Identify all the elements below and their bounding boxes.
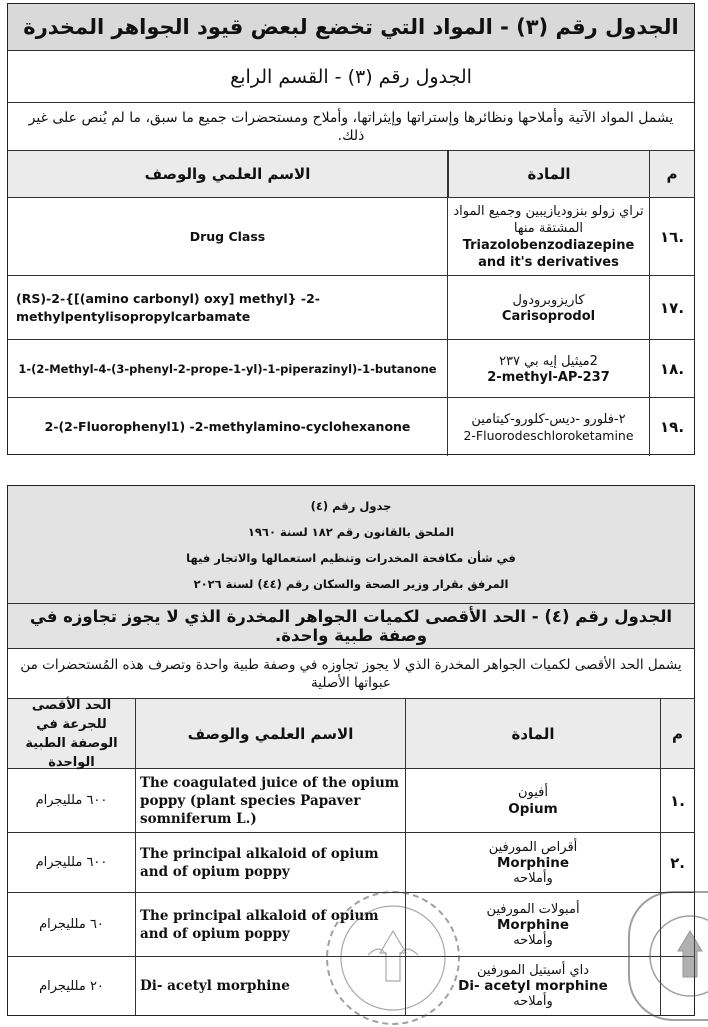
max-dose: ٢٠ ملليجرام bbox=[8, 957, 136, 1015]
table-row bbox=[8, 833, 694, 893]
table4-header-scientific: الاسم العلمي والوصف bbox=[136, 699, 406, 768]
substance-arabic-salts: وأملاحه bbox=[513, 994, 553, 1009]
row-number: .١٧ bbox=[660, 298, 685, 317]
substance-arabic: ٢-فلورو -ديس-كلورو-كيتامين bbox=[471, 412, 626, 427]
heading-line: الملحق بالقانون رقم ١٨٢ لسنة ١٩٦٠ bbox=[247, 524, 455, 539]
table3-intro: يشمل المواد الآتية وأملاحها ونظائرها وإستراتها وإيثراتها، وأملاح ومستحضرات جميع ما سبق، ما لم يُنص على غير ذلك. bbox=[28, 109, 674, 144]
substance-arabic: داي أسيتيل المورفين bbox=[476, 963, 590, 978]
table-row bbox=[8, 340, 694, 398]
table4-header-substance: المادة bbox=[406, 699, 661, 768]
table3-subtitle-row bbox=[8, 51, 694, 103]
max-dose: ٦٠٠ ملليجرام bbox=[8, 769, 136, 832]
table-row bbox=[8, 398, 694, 456]
row-number: .١٦ bbox=[660, 227, 685, 246]
substance-english: Opium bbox=[508, 801, 558, 817]
table-row bbox=[8, 893, 694, 957]
row-number bbox=[661, 957, 694, 1015]
substance-english: Morphine bbox=[496, 916, 570, 933]
row-number bbox=[661, 893, 694, 956]
substance-cell bbox=[448, 276, 650, 339]
substance-arabic: أمبولات المورفين bbox=[486, 901, 580, 917]
row-number: .٢ bbox=[670, 853, 685, 872]
substance-arabic: 2ميثيل إيه بي ٢٣٧ bbox=[499, 353, 598, 369]
table4-intro-row bbox=[8, 649, 694, 699]
table4-title-row bbox=[8, 604, 694, 649]
table-3 bbox=[7, 3, 695, 455]
table4-heading bbox=[8, 486, 694, 603]
table3-intro-row bbox=[8, 103, 694, 151]
max-dose: ٦٠٠ ملليجرام bbox=[8, 833, 136, 892]
table-row bbox=[8, 957, 694, 1015]
substance-cell bbox=[448, 398, 650, 456]
substance-arabic-salts: وأملاحه bbox=[513, 870, 553, 886]
scientific-name: The principal alkaloid of opium and of opium poppy bbox=[136, 833, 406, 892]
substance-cell bbox=[406, 893, 661, 956]
table3-header-num: م bbox=[650, 151, 694, 197]
table-row bbox=[8, 198, 694, 276]
table4-header-max-dose: الحد الأقصى للجرعة في الوصفة الطبية الواحدة bbox=[8, 699, 136, 768]
scientific-name: The coagulated juice of the opium poppy (plant species Papaver somniferum L.) bbox=[136, 769, 406, 832]
substance-english: Carisoprodol bbox=[501, 308, 596, 324]
row-number: .١٩ bbox=[660, 418, 685, 436]
scientific-name: 2-(2-Fluorophenyl1) -2-methylamino-cyclohexanone bbox=[8, 398, 448, 456]
table-row bbox=[8, 769, 694, 833]
table-row bbox=[8, 276, 694, 340]
table3-subtitle: الجدول رقم (٣) - القسم الرابع bbox=[230, 65, 472, 88]
substance-english: 2-methyl-AP-237 bbox=[487, 369, 610, 385]
heading-line: المرفق بقرار وزير الصحة والسكان رقم (٤٤) لسنة ٢٠٢٦ bbox=[193, 576, 509, 591]
row-number: .١ bbox=[670, 791, 685, 810]
substance-english: Morphine bbox=[496, 854, 570, 871]
substance-cell bbox=[448, 198, 650, 275]
table4-header-row bbox=[8, 699, 694, 769]
row-number: .١٨ bbox=[660, 359, 685, 378]
scientific-name: (RS)-2-{[(amino carbonyl) oxy] methyl} -2-methylpentylisopropylcarbamate bbox=[8, 276, 448, 339]
substance-cell bbox=[406, 833, 661, 892]
max-dose: ٦٠ ملليجرام bbox=[8, 893, 136, 956]
substance-arabic-salts: وأملاحه bbox=[513, 932, 553, 948]
scientific-name: 1-(2-Methyl-4-(3-phenyl-2-prope-1-yl)-1-piperazinyl)-1-butanone bbox=[8, 340, 448, 397]
heading-line: جدول رقم (٤) bbox=[310, 498, 392, 513]
table4-header-num: م bbox=[661, 699, 694, 768]
table3-header-scientific: الاسم العلمي والوصف bbox=[8, 151, 448, 197]
substance-arabic: أفيون bbox=[518, 785, 549, 800]
table4-intro: يشمل الحد الأقصى لكميات الجواهر المخدرة الذي لا يجوز تجاوزه في وصفة طبية واحدة وتصرف هذه المُستحضرات من عبواتها الأصلية bbox=[20, 656, 682, 691]
substance-english: 2-Fluorodeschloroketamine bbox=[463, 428, 634, 443]
table3-title-row bbox=[8, 4, 694, 51]
table4-heading-block bbox=[8, 486, 694, 604]
scientific-name: Drug Class bbox=[8, 198, 448, 275]
substance-english: Triazolobenzodiazepine and it's derivatives bbox=[462, 237, 635, 270]
table4-title: الجدول رقم (٤) - الحد الأقصى لكميات الجواهر المخدرة الذي لا يجوز تجاوزه في وصفة طبية واحدة. bbox=[29, 607, 673, 645]
table3-header-substance: المادة bbox=[448, 151, 650, 197]
substance-english: Di- acetyl morphine bbox=[458, 978, 608, 994]
table-4 bbox=[7, 485, 695, 1016]
substance-arabic: كاريزوبرودول bbox=[512, 292, 585, 308]
table3-title: الجدول رقم (٣) - المواد التي تخضع لبعض قيود الجواهر المخدرة bbox=[8, 4, 694, 50]
substance-arabic: تراي زولو بنزوديازيبين وجميع المواد المشتقة منها bbox=[453, 203, 644, 236]
substance-cell bbox=[406, 957, 661, 1015]
table3-header-row bbox=[8, 151, 694, 198]
substance-cell bbox=[406, 769, 661, 832]
scientific-name: The principal alkaloid of opium and of opium poppy bbox=[136, 893, 406, 956]
substance-cell bbox=[448, 340, 650, 397]
scientific-name: Di- acetyl morphine bbox=[136, 957, 406, 1015]
substance-arabic: أقراص المورفين bbox=[488, 839, 578, 855]
heading-line: في شأن مكافحة المخدرات وتنظيم استعمالها والاتجار فيها bbox=[186, 550, 516, 565]
